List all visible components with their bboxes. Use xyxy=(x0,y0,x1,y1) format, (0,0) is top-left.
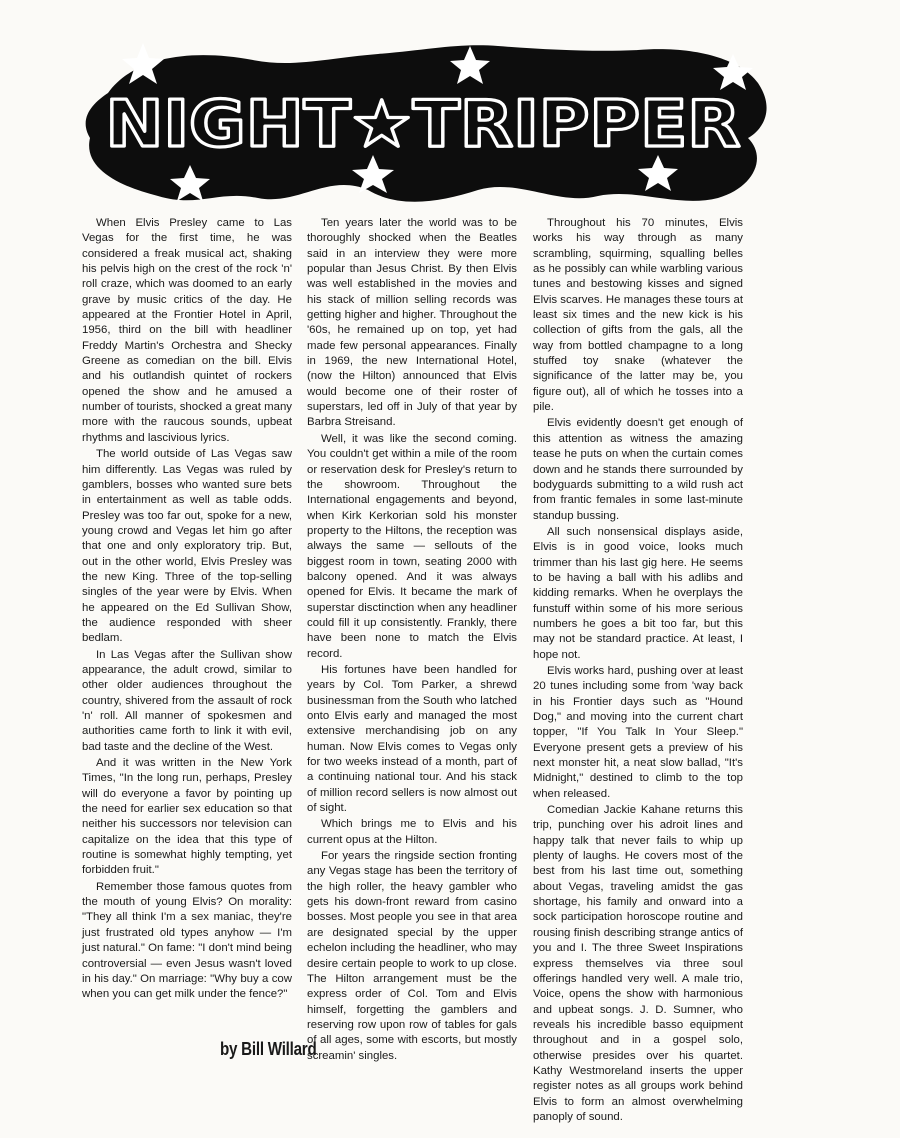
paragraph: All such nonsensical displays aside, Elvis is in good voice, looks much trimmer than his last gig here. He seems to be having a ball with his adlibs and kidding remarks. When he overplays the funstuff within some of his more serious numbers he goes a bit too far, but this may not be standard practice. At least, I hope not. xyxy=(533,525,743,661)
article-column-2 xyxy=(307,216,517,1064)
paragraph: Elvis works hard, pushing over at least 20 tunes including some from 'way back in his Frontier days such as "Hound Dog," and moving into the current chart topper, "If You Talk In Your Sleep." Everyone present gets a preview of his next monster hit, a neat slow ballad, "It's Midnight," destined to climb to the top when released. xyxy=(533,664,743,800)
paragraph: His fortunes have been handled for years by Col. Tom Parker, a shrewd businessman from the South who latched onto Elvis early and managed the most extensive merchandising job on any human. Now Elvis comes to Vegas only for two weeks instead of a month, part of a continuing national tour. And his stack of million record sellers is now almost out of sight. xyxy=(307,663,517,815)
paragraph: The world outside of Las Vegas saw him differently. Las Vegas was ruled by gamblers, bosses who wanted sure bets in entertainment as well as table odds. Presley was too far out, spoke for a new, young crowd and Vegas let him go after that one and only exploratory trip. But, out in the other world, Elvis Presley was the new King. Three of the top-selling singles of the year were by Elvis. When he appeared on the Ed Sullivan Show, the audience responded with sheer bedlam. xyxy=(82,448,292,645)
paragraph: And it was written in the New York Times, "In the long run, perhaps, Presley will do everyone a favor by pointing up the need for earlier sex education so that neither his successors nor television can capitalize on the idea that this type of routine is somewhat highly tempting, yet forbidden fruit." xyxy=(82,757,292,877)
paragraph: Remember those famous quotes from the mouth of young Elvis? On morality: "They all think I'm a sex maniac, they're just frustrated old types anyhow — I'm just natural." On fame: "I don't mind being controversial — even Jesus wasn't loved in his day." On marriage: "Why buy a cow when you can get milk under the fence?" xyxy=(82,880,292,1001)
paragraph: Which brings me to Elvis and his current opus at the Hilton. xyxy=(307,818,517,846)
paragraph: Comedian Jackie Kahane returns this trip, punching over his adroit lines and happy talk that never fails to whip up plenty of laughs. He covers most of the best from his last time out, something about Vegas, traveling amidst the gas shortage, his family and onward into a sock participation horoscope routine and rousing finish describing strange antics of you and I. The three Sweet Inspirations express themselves via three soul offerings handled very well. A male trio, Voice, opens the show with harmonious and upbeat songs. J. D. Sumner, who reveals his incredible basso equipment throughout and in a gospel solo, otherwise presides over his quartet. Kathy Westmoreland inserts the upper register notes as all groups work behind Elvis to form an almost overwhelming panoply of sound. xyxy=(533,804,743,1123)
paragraph: Throughout his 70 minutes, Elvis works his way through as many scrambling, squirming, squalling belles as he possibly can while warbling various tunes and bestowing kisses and signed Elvis scarves. He manages these tours at least six times and the new kick is his collection of gifts from the gals, all the way from bottled champagne to a long stuffed toy snake (whatever the significance of the latter may be, you figure out), all of which he tosses into a pile. xyxy=(533,217,743,414)
article-column-3 xyxy=(533,216,743,1125)
paragraph: When Elvis Presley came to Las Vegas for the first time, he was considered a freak musical act, shaking his pelvis high on the crest of the rock 'n' roll craze, which was doomed to an early grave by music critics of the day. He appeared at the Frontier Hotel in April, 1956, third on the bill with headliner Freddy Martin's Orchestra and Shecky Greene as comedian on the bill. Elvis and his outlandish quintet of rockers opened the show and he amused a number of tourists, shocked a great many more with the raucous sounds, upbeat rhythms and lascivious lyrics. xyxy=(82,217,292,444)
banner-title: NIGHT★TRIPPER xyxy=(105,88,741,162)
byline: by Bill Willard xyxy=(220,1038,317,1059)
paragraph: Ten years later the world was to be thoroughly shocked when the Beatles said in an interview they were more popular than Jesus Christ. By then Elvis was well established in the movies and his stack of million selling records was getting higher and higher. Throughout the '60s, he remained up on top, yet had made few personal appearances. Finally in 1969, the new International Hotel, (now the Hilton) announced that Elvis would become one of their roster of superstars, led off in July of that year by Barbra Streisand. xyxy=(307,217,517,429)
paragraph: For years the ringside section fronting any Vegas stage has been the territory of the high roller, the heavy gambler who gets his down-front reward from casino bosses. Most people you see in that area are designated special by the upper echelon including the headliner, who may desire certain people to work to up close. The Hilton arrangement must be the express order of Col. Tom and Elvis himself, forgetting the gamblers and reserving row upon row of tables for gals of all ages, some with escorts, but mostly screamin' singles. xyxy=(307,850,517,1062)
title-banner xyxy=(78,38,768,213)
paragraph: Well, it was like the second coming. You couldn't get within a mile of the room or reservation desk for Presley's return to the showroom. Throughout the International engagements and beyond, when Kirk Kerkorian sold his monster property to the Hiltons, the reception was always the same — sellouts of the biggest room in town, seating 2000 with balcony opened. And it was always opened for Elvis. It became the mark of superstar disctinction when any headliner could fill it up consistently. Frankly, there have been none to match the Elvis record. xyxy=(307,432,517,660)
paragraph: Elvis evidently doesn't get enough of this attention as witness the amazing tease he puts on when the curtain comes down and he stands there surrounded by bodyguards submitting to a wild rush act from frantic females in some last-minute standup bussing. xyxy=(533,417,743,522)
article-column-1 xyxy=(82,216,292,1003)
paragraph: In Las Vegas after the Sullivan show appearance, the adult crowd, similar to other older audiences throughout the country, shivered from the assault of rock 'n' roll. All manner of spokesmen and authorities came forth to link it with evil, bad taste and the decline of the West. xyxy=(82,648,292,753)
